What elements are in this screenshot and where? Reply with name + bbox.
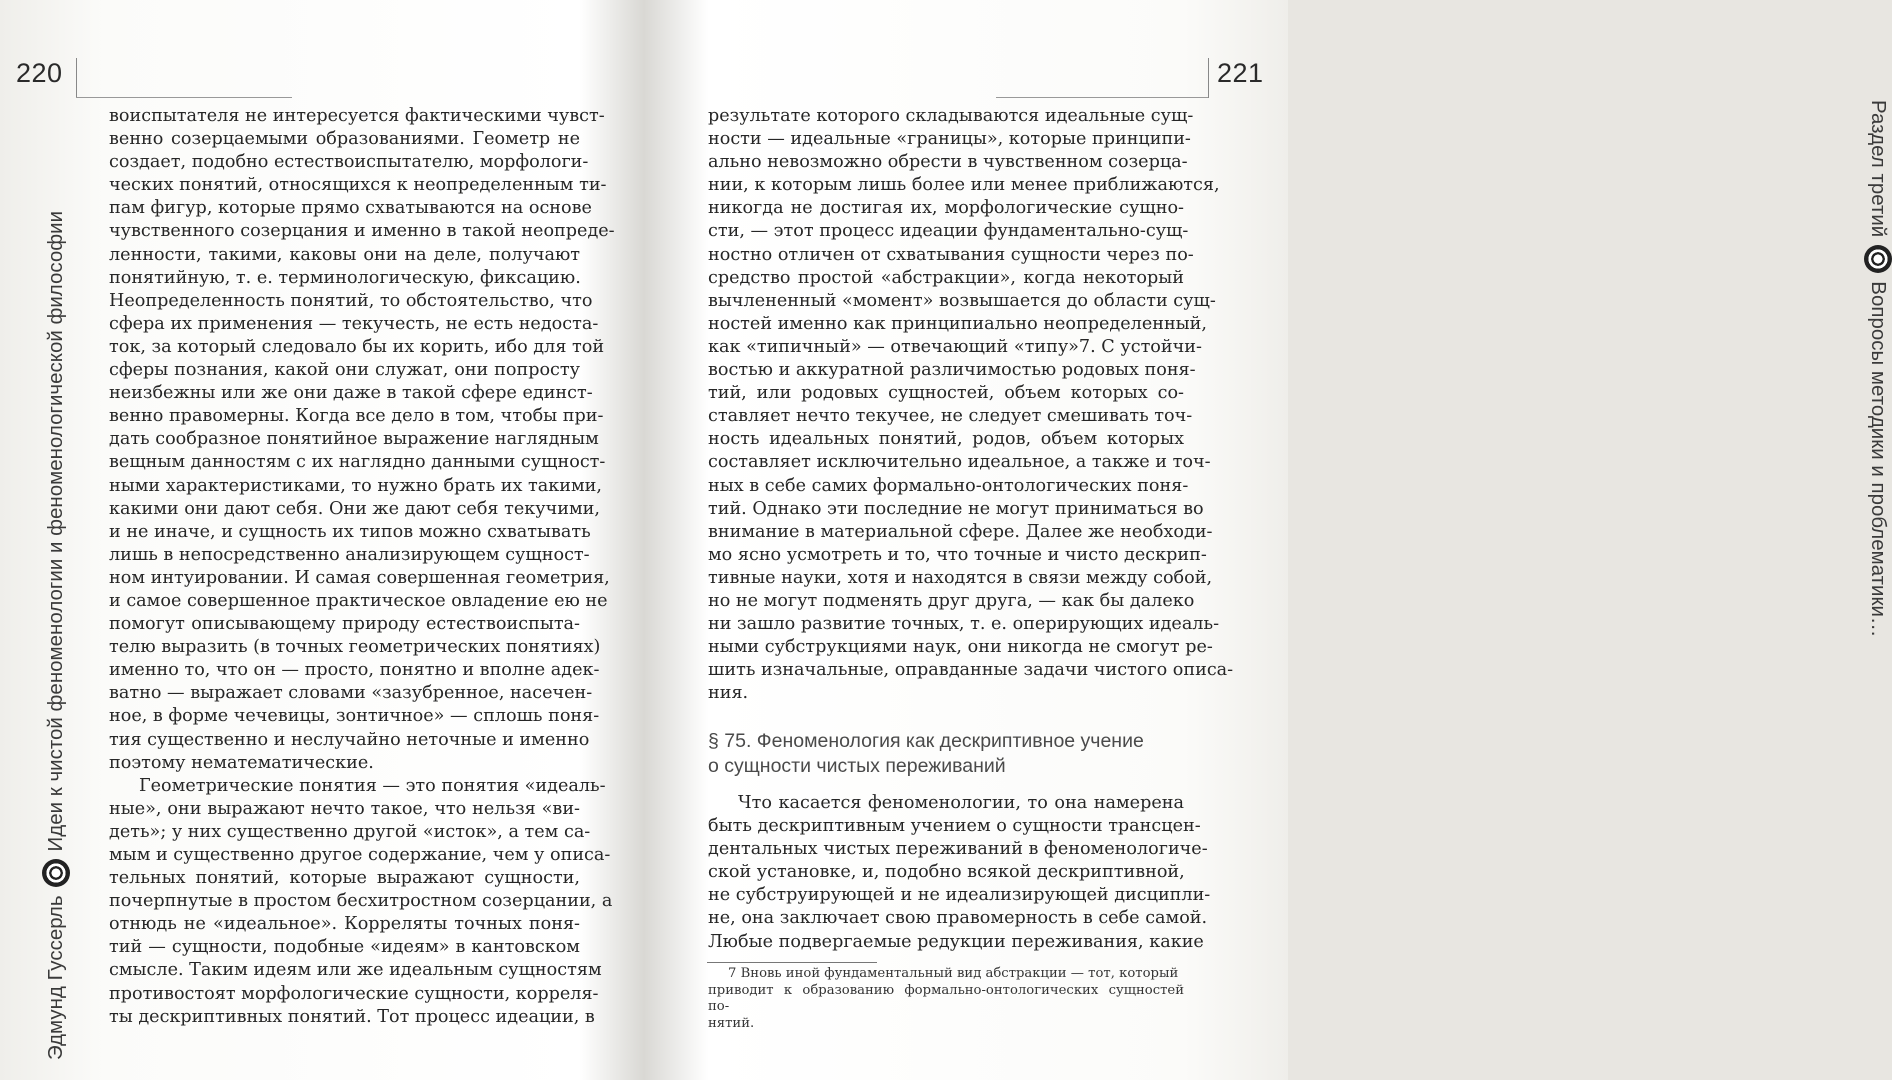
- page-number-right: 221: [1217, 58, 1264, 88]
- text-line: ном интуировании. И самая совершенная геометрия,: [109, 567, 610, 588]
- text-line: дентальных чистых переживаний в феноменологиче-: [708, 839, 1208, 860]
- text-line: почерпнутые в простом бесхитростном созерцании, а: [109, 891, 613, 912]
- text-line: сти, — этот процесс идеации фундаментально-сущ-: [708, 221, 1189, 242]
- text-line: шить изначальные, оправданные задачи чистого описа-: [708, 660, 1234, 681]
- text-line: какими они дают себя. Они же дают себя текучими,: [109, 498, 600, 519]
- text-line: поэтому нематематические.: [109, 752, 374, 773]
- text-line: помогут описывающему природу естествоиспыта-: [109, 614, 580, 635]
- text-line: ностей именно как принципиально неопределенный,: [708, 313, 1207, 334]
- footnote-line: приводит к образованию формально-онтологических сущностей по-: [708, 982, 1184, 1014]
- text-line: неизбежны или же они даже в такой сфере единст-: [109, 383, 593, 404]
- text-line: тий — сущности, подобные «идеям» в кантовском: [109, 937, 580, 958]
- text-line: понятийную, т. е. терминологическую, фиксацию.: [109, 267, 581, 288]
- text-line: ты дескриптивных понятий. Тот процесс идеации, в: [109, 1006, 595, 1027]
- text-line: вычлененный «момент» возвышается до области сущ-: [708, 290, 1216, 311]
- section-heading: [708, 729, 1184, 779]
- text-line: как «типичный» — отвечающий «типу»7. С устойчи-: [708, 336, 1202, 357]
- text-line: венно созерцаемыми образованиями. Геометр не: [109, 129, 580, 150]
- part-title: Вопросы методики и проблематики…: [1867, 281, 1890, 638]
- text-line: ально невозможно обрести в чувственном созерца-: [708, 152, 1188, 173]
- publisher-emblem-icon: [42, 859, 70, 887]
- text-line: средство простой «абстракции», когда некоторый: [708, 267, 1184, 288]
- running-head-left: [42, 100, 70, 1060]
- section-body-text: [708, 792, 1211, 954]
- text-line: тельных понятий, которые выражают сущности,: [109, 868, 580, 889]
- text-line: смысле. Таким идеям или же идеальным сущностям: [109, 960, 602, 981]
- text-line: ностно отличен от схватывания сущности через по-: [708, 244, 1194, 265]
- header-rule-horizontal-right: [996, 97, 1208, 98]
- author-name: Эдмунд Гуссерль: [44, 895, 67, 1060]
- text-line: мым и существенно другое содержание, чем у описа-: [109, 845, 611, 865]
- text-line: не субструирующей и не идеализирующей дисципли-: [708, 885, 1211, 906]
- section-name: Раздел третий: [1867, 100, 1890, 238]
- text-line: результате которого складываются идеальные сущ-: [708, 106, 1194, 126]
- text-line: нии, к которым лишь более или менее приближаются,: [708, 175, 1220, 196]
- text-line: ческих понятий, относящихся к неопределенным ти-: [109, 175, 607, 196]
- header-rule-vertical-right: [1208, 58, 1209, 98]
- text-line: лишь в непосредственно анализирующем сущност-: [109, 544, 590, 565]
- text-line: никогда не достигая их, морфологические сущно-: [708, 198, 1184, 219]
- book-title: Идеи к чистой феноменологии и феноменологической философии: [44, 210, 67, 852]
- left-page: [0, 0, 640, 1080]
- text-line: противостоят морфологические сущности, корреля-: [109, 983, 599, 1004]
- text-line: востью и аккуратной различимостью родовых поня-: [708, 360, 1196, 381]
- text-line: быть дескриптивным учением о сущности трансцен-: [708, 816, 1201, 837]
- text-line: Любые подвергаемые редукции переживания, какие: [708, 931, 1204, 952]
- text-line: ными характеристиками, то нужно брать их такими,: [109, 475, 602, 496]
- text-line: чувственного созерцания и именно в такой неопреде-: [109, 221, 615, 242]
- text-line: Что касается феноменологии, то она намерена: [738, 793, 1184, 813]
- text-line: тий, или родовых сущностей, объем которых со-: [708, 383, 1184, 404]
- text-line: вещным данностям с их наглядно данными сущност-: [109, 452, 606, 473]
- footnote: [708, 966, 1184, 1032]
- text-line: сфера их применения — текучесть, не есть недоста-: [109, 313, 599, 334]
- text-line: ния.: [708, 683, 749, 704]
- text-line: сферы познания, какой они служат, они попросту: [109, 360, 580, 381]
- footnote-line: 7 Вновь иной фундаментальный вид абстракции — тот, который: [728, 966, 1179, 981]
- publisher-emblem-icon: [1864, 245, 1892, 273]
- page-number-left: 220: [16, 58, 63, 88]
- text-line: Геометрические понятия — это понятия «идеаль-: [139, 775, 606, 796]
- footnote-line: нятий.: [708, 1015, 755, 1031]
- footnote-rule: [707, 962, 877, 963]
- text-line: тия существенно и неслучайно неточные и именно: [109, 729, 590, 750]
- text-line: ных в себе самих формально-онтологических поня-: [708, 475, 1189, 496]
- text-line: телю выразить (в точных геометрических понятиях): [109, 637, 601, 658]
- header-rule-horizontal-left: [76, 97, 292, 98]
- text-line: Неопределенность понятий, то обстоятельство, что: [109, 290, 593, 311]
- section-heading-line: о сущности чистых переживаний: [708, 755, 1006, 777]
- text-line: мо ясно усмотреть и то, что точные и чисто дескрип-: [708, 544, 1207, 565]
- text-line: ской установке, и, подобно всякой дескриптивной,: [708, 862, 1185, 883]
- text-line: ности — идеальные «границы», которые принципи-: [708, 129, 1191, 150]
- text-line: не, она заключает свою правомерность в себе самой.: [708, 908, 1208, 929]
- text-line: ток, за который следовало бы их корить, ибо для той: [109, 336, 605, 357]
- text-line: деть»; у них существенно другой «исток», а тем са-: [109, 821, 591, 842]
- text-line: именно то, что он — просто, понятно и вполне адек-: [109, 660, 600, 681]
- running-head-right: [1864, 100, 1892, 1060]
- left-body-text: [109, 105, 615, 1029]
- text-line: но не могут подменять друг друга, — как бы далеко: [708, 590, 1195, 611]
- text-line: тий. Однако эти последние не могут приниматься во: [708, 498, 1204, 519]
- right-body-text: [708, 105, 1234, 705]
- text-line: ни зашло развитие точных, т. е. оперирующих идеаль-: [708, 614, 1220, 635]
- right-page: [646, 0, 1890, 1080]
- text-line: венно правомерны. Когда все дело в том, чтобы при-: [109, 406, 604, 427]
- header-rule-vertical-left: [76, 58, 77, 98]
- text-line: тивные науки, хотя и находятся в связи между собой,: [708, 567, 1213, 588]
- text-line: и не иначе, и сущность их типов можно схватывать: [109, 521, 591, 542]
- text-line: внимание в материальной сфере. Далее же необходи-: [708, 521, 1213, 542]
- text-line: ленности, такими, каковы они на деле, получают: [109, 244, 580, 265]
- text-line: воиспытателя не интересуется фактическими чувст-: [109, 106, 605, 126]
- text-line: составляет исключительно идеальное, а также и точ-: [708, 452, 1211, 473]
- text-line: ные», они выражают нечто такое, что нельзя «ви-: [109, 798, 580, 819]
- text-line: дать сообразное понятийное выражение наглядным: [109, 429, 599, 450]
- text-line: пам фигур, которые прямо схватываются на основе: [109, 198, 592, 219]
- text-line: ными субструкциями наук, они никогда не смогут ре-: [708, 637, 1213, 658]
- text-line: ставляет нечто текучее, не следует смешивать точ-: [708, 406, 1193, 427]
- text-line: и самое совершенное практическое овладение ею не: [109, 590, 608, 611]
- text-line: ватно — выражает словами «зазубренное, насечен-: [109, 683, 593, 704]
- text-line: создает, подобно естествоиспытателю, морфологи-: [109, 152, 589, 173]
- text-line: отнюдь не «идеальное». Корреляты точных поня-: [109, 914, 580, 935]
- text-line: ное, в форме чечевицы, зонтичное» — сплошь поня-: [109, 706, 600, 727]
- section-heading-line: § 75. Феноменология как дескриптивное учение: [708, 730, 1144, 752]
- text-line: ность идеальных понятий, родов, объем которых: [708, 429, 1184, 450]
